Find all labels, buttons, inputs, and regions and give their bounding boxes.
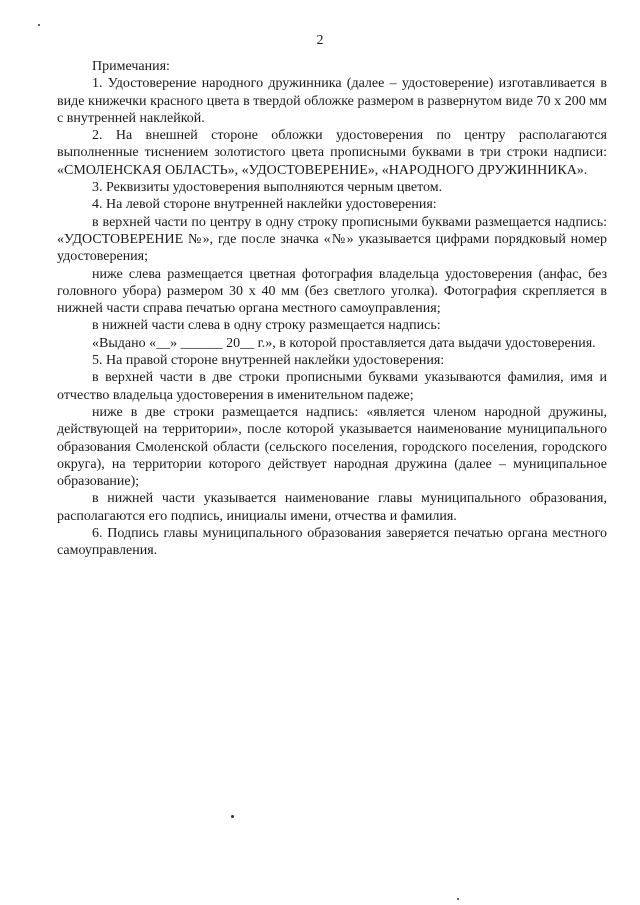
- note-paragraph-5-member: ниже в две строки размещается надпись: «является членом народной дружины, действующей на территории», после которой указывается наименование муниципального образования Смоленской области (сельского поселения, городского поселения, городского округа), на территории которого действует народная дружина (далее – муниципальное образование);: [57, 404, 607, 490]
- note-paragraph-4-issued: «Выдано «__» ______ 20__ г.», в которой проставляется дата выдачи удостоверения.: [92, 335, 596, 351]
- note-paragraph-5-name: в верхней части в две строки прописными буквами указываются фамилия, имя и отчество владельца удостоверения в именительном падеже;: [57, 370, 607, 403]
- notes-heading: Примечания:: [92, 59, 170, 74]
- note-paragraph-1: 1. Удостоверение народного дружинника (далее – удостоверение) изготавливается в виде книжечки красного цвета в твердой обложке размером в развернутом виде 70 х 200 мм с внутренней наклейкой.: [57, 76, 607, 126]
- note-paragraph-5-head: в нижней части указывается наименование главы муниципального образования, располагаются его подпись, инициалы имени, отчества и фамилия.: [57, 491, 607, 524]
- note-paragraph-2: 2. На внешней стороне обложки удостоверения по центру располагаются выполненные тиснением золотистого цвета прописными буквами в три строки надписи: «СМОЛЕНСКАЯ ОБЛАСТЬ», «УДОСТОВЕРЕНИЕ», «НАРОДНОГО ДРУЖИННИКА».: [57, 128, 607, 178]
- note-paragraph-4-bottom: в нижней части слева в одну строку размещается надпись:: [92, 318, 441, 334]
- scan-speck: [38, 24, 40, 26]
- note-paragraph-3: 3. Реквизиты удостоверения выполняются черным цветом.: [92, 180, 443, 196]
- scan-speck: [231, 815, 234, 818]
- note-paragraph-4-photo: ниже слева размещается цветная фотография владельца удостоверения (анфас, без головного убора) размером 30 х 40 мм (без светлого уголка). Фотография скрепляется в нижней части справа печатью органа местного самоуправления;: [57, 266, 607, 317]
- note-paragraph-6: 6. Подпись главы муниципального образования заверяется печатью органа местного самоуправления.: [57, 526, 607, 559]
- note-paragraph-4: 4. На левой стороне внутренней наклейки удостоверения:: [92, 197, 437, 213]
- note-paragraph-5: 5. На правой стороне внутренней наклейки удостоверения:: [92, 353, 445, 369]
- note-paragraph-4-top: в верхней части по центру в одну строку прописными буквами размещается надпись: «УДОСТОВЕРЕНИЕ №», где после значка «№» указывается цифрами порядковый номер удостоверения;: [57, 214, 607, 265]
- scan-speck: [457, 898, 459, 900]
- notes-section: [57, 58, 607, 560]
- page-number: 2: [316, 33, 324, 48]
